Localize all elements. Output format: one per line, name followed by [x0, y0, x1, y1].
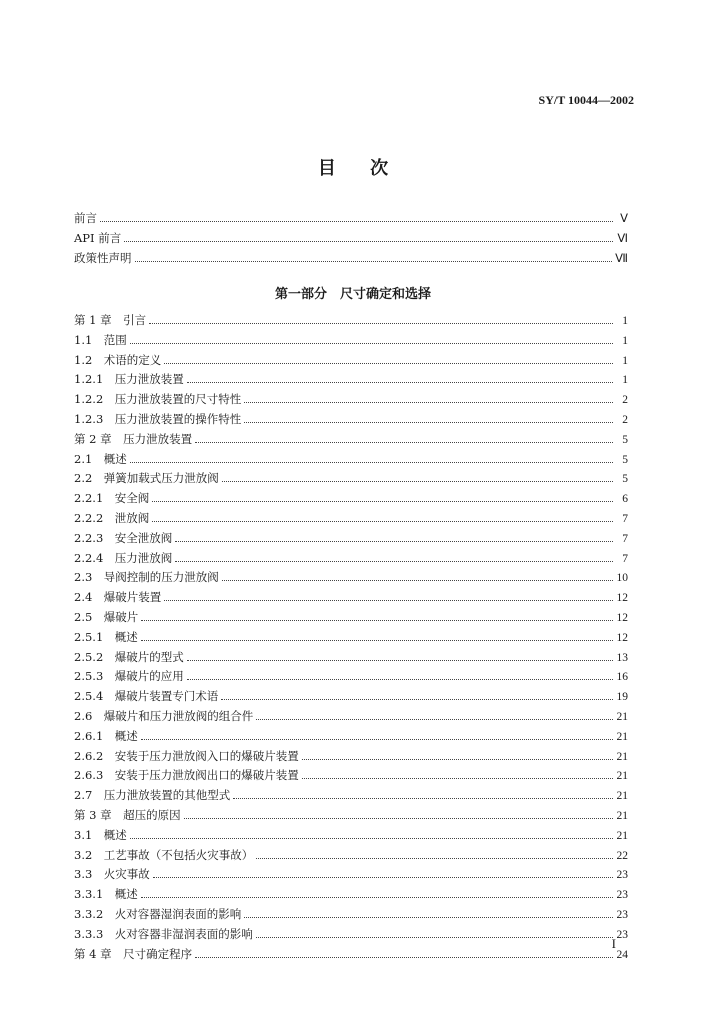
- dot-leader: [195, 957, 613, 958]
- dot-leader: [141, 640, 613, 641]
- toc-entry-page: 1: [622, 374, 628, 387]
- toc-entry-page: 23: [616, 908, 628, 921]
- toc-entry-page: 24: [616, 948, 628, 961]
- toc-entry-label: 2.5 爆破片: [74, 609, 139, 624]
- toc-entry[interactable]: [74, 688, 628, 708]
- toc-entry-page: Ⅶ: [615, 252, 628, 265]
- toc-entry-page: 12: [616, 592, 628, 605]
- toc-entry[interactable]: [74, 550, 628, 570]
- toc-entry-label: 3.3 火灾事故: [74, 867, 150, 882]
- dot-leader: [141, 620, 613, 621]
- toc-entry-page: 23: [616, 889, 628, 902]
- toc-entry-label: 第 3 章 超压的原因: [74, 807, 181, 822]
- toc-entry-page: 7: [622, 532, 628, 545]
- toc-entry[interactable]: [74, 847, 628, 867]
- toc-entry-label: 1.2.2 压力泄放装置的尺寸特性: [74, 392, 242, 407]
- toc-entry[interactable]: [74, 391, 628, 411]
- toc-entry-page: 10: [616, 572, 628, 585]
- dot-leader: [130, 462, 613, 463]
- dot-leader: [141, 897, 613, 898]
- toc-entry[interactable]: [74, 210, 628, 230]
- toc-entry[interactable]: [74, 827, 628, 847]
- toc-entry-label: 3.2 工艺事故（不包括火灾事故）: [74, 847, 254, 862]
- toc-entry[interactable]: [74, 728, 628, 748]
- toc-entry-label: 2.2.4 压力泄放阀: [74, 550, 173, 565]
- toc-entry-label: API 前言: [74, 230, 122, 245]
- toc-title: 目 次: [317, 158, 389, 179]
- toc-entry[interactable]: [74, 906, 628, 926]
- toc-entry-page: 21: [616, 809, 628, 822]
- toc-entry-label: 2.1 概述: [74, 451, 127, 466]
- dot-leader: [222, 580, 613, 581]
- toc-entry-page: 5: [622, 453, 628, 466]
- toc-entry-label: 2.6.2 安装于压力泄放阀入口的爆破片装置: [74, 748, 299, 763]
- front-matter-list: [74, 210, 628, 269]
- toc-entry-page: 7: [622, 512, 628, 525]
- toc-entry[interactable]: [74, 668, 628, 688]
- toc-entry-page: 5: [622, 433, 628, 446]
- toc-entry-label: 2.6 爆破片和压力泄放阀的组合件: [74, 708, 254, 723]
- part-heading: 第一部分 尺寸确定和选择: [274, 287, 431, 302]
- toc-entry-label: 3.1 概述: [74, 827, 127, 842]
- toc-entry-label: 2.2.2 泄放阀: [74, 510, 150, 525]
- dot-leader: [124, 241, 613, 242]
- toc-entry-label: 前言: [74, 211, 97, 225]
- dot-leader: [244, 402, 613, 403]
- dot-leader: [135, 261, 613, 262]
- toc-entry[interactable]: [74, 926, 628, 946]
- toc-entry-page: 12: [616, 631, 628, 644]
- page-number: I: [611, 936, 616, 951]
- dot-leader: [152, 501, 613, 502]
- toc-entry-page: 16: [616, 671, 628, 684]
- dot-leader: [130, 343, 613, 344]
- toc-entry-page: 21: [616, 710, 628, 723]
- toc-entry[interactable]: [74, 470, 628, 490]
- toc-entry-label: 2.7 压力泄放装置的其他型式: [74, 788, 231, 803]
- toc-entry[interactable]: [74, 807, 628, 827]
- dot-leader: [195, 442, 613, 443]
- toc-entry-label: 2.5.4 爆破片装置专门术语: [74, 689, 219, 704]
- toc-entry[interactable]: [74, 708, 628, 728]
- toc-entry-page: 21: [616, 829, 628, 842]
- toc-entry[interactable]: [74, 411, 628, 431]
- toc-entry-label: 2.2.1 安全阀: [74, 491, 150, 506]
- dot-leader: [244, 917, 613, 918]
- toc-entry-page: 5: [622, 473, 628, 486]
- toc-entry[interactable]: [74, 451, 628, 471]
- toc-entry-page: 2: [622, 413, 628, 426]
- toc-entry[interactable]: [74, 629, 628, 649]
- toc-entry[interactable]: [74, 510, 628, 530]
- toc-entry-label: 2.6.1 概述: [74, 728, 138, 743]
- dot-leader: [244, 422, 613, 423]
- toc-entry[interactable]: [74, 250, 628, 270]
- dot-leader: [256, 858, 613, 859]
- toc-entry-label: 2.6.3 安装于压力泄放阀出口的爆破片装置: [74, 768, 299, 783]
- dot-leader: [187, 382, 613, 383]
- toc-entry-page: 12: [616, 611, 628, 624]
- toc-entry[interactable]: [74, 312, 628, 332]
- toc-entry-page: 21: [616, 730, 628, 743]
- toc-entry-label: 3.3.3 火对容器非湿润表面的影响: [74, 926, 253, 941]
- toc-entry-label: 第 4 章 尺寸确定程序: [74, 946, 193, 961]
- toc-entry[interactable]: [74, 569, 628, 589]
- toc-entry-page: 21: [616, 750, 628, 763]
- toc-entry[interactable]: [74, 649, 628, 669]
- toc-entry-label: 2.5.3 爆破片的应用: [74, 669, 184, 684]
- toc-entry-label: 2.5.2 爆破片的型式: [74, 649, 184, 664]
- toc-entry-page: 19: [616, 691, 628, 704]
- toc-entry-label: 第 1 章 引言: [74, 313, 147, 327]
- toc-entry[interactable]: [74, 332, 628, 352]
- toc-entry[interactable]: [74, 490, 628, 510]
- toc-entry-label: 2.2 弹簧加载式压力泄放阀: [74, 471, 219, 486]
- dot-leader: [100, 221, 613, 222]
- toc-entry[interactable]: [74, 530, 628, 550]
- toc-entry-label: 2.5.1 概述: [74, 629, 138, 644]
- toc-entry-label: 2.3 导阀控制的压力泄放阀: [74, 570, 219, 585]
- toc-entry-label: 1.2 术语的定义: [74, 352, 162, 367]
- toc-entry[interactable]: [74, 866, 628, 886]
- toc-entry-label: 政策性声明: [74, 250, 132, 265]
- toc-entry-page: 1: [622, 334, 628, 347]
- toc-entry-label: 1.2.1 压力泄放装置: [74, 372, 184, 387]
- dot-leader: [152, 521, 613, 522]
- toc-entry-page: 23: [616, 928, 628, 941]
- toc-entry-page: 2: [622, 394, 628, 407]
- dot-leader: [187, 679, 613, 680]
- toc-entry-page: 6: [622, 493, 628, 506]
- dot-leader: [233, 798, 613, 799]
- toc-entry[interactable]: [74, 431, 628, 451]
- dot-leader: [221, 699, 613, 700]
- dot-leader: [256, 937, 613, 938]
- toc-entry-label: 1.2.3 压力泄放装置的操作特性: [74, 411, 242, 426]
- dot-leader: [153, 877, 613, 878]
- dot-leader: [302, 778, 613, 779]
- toc-entry-label: 2.4 爆破片装置: [74, 590, 162, 605]
- toc-entry-label: 3.3.2 火对容器湿润表面的影响: [74, 906, 242, 921]
- standard-code: SY/T 10044—2002: [538, 93, 634, 107]
- toc-entry-label: 2.2.3 安全泄放阀: [74, 530, 173, 545]
- toc-list: [74, 312, 628, 965]
- dot-leader: [187, 660, 613, 661]
- dot-leader: [222, 481, 613, 482]
- toc-entry[interactable]: [74, 886, 628, 906]
- toc-entry[interactable]: [74, 748, 628, 768]
- toc-entry[interactable]: [74, 371, 628, 391]
- dot-leader: [184, 818, 613, 819]
- toc-entry[interactable]: [74, 352, 628, 372]
- toc-entry[interactable]: [74, 230, 628, 250]
- dot-leader: [256, 719, 613, 720]
- toc-entry-label: 第 2 章 压力泄放装置: [74, 431, 193, 446]
- toc-entry[interactable]: [74, 767, 628, 787]
- dot-leader: [302, 759, 613, 760]
- dot-leader: [175, 561, 613, 562]
- dot-leader: [130, 838, 613, 839]
- dot-leader: [141, 739, 613, 740]
- toc-entry[interactable]: [74, 609, 628, 629]
- dot-leader: [164, 363, 613, 364]
- dot-leader: [175, 541, 613, 542]
- toc-entry-label: 3.3.1 概述: [74, 887, 138, 902]
- toc-entry-page: 13: [616, 651, 628, 664]
- toc-entry-label: 1.1 范围: [74, 332, 127, 347]
- toc-entry-page: 23: [616, 869, 628, 882]
- toc-entry-page: 21: [616, 770, 628, 783]
- toc-entry-page: Ⅴ: [620, 213, 628, 225]
- toc-entry-page: 7: [622, 552, 628, 565]
- toc-entry-page: 1: [622, 315, 628, 327]
- dot-leader: [164, 600, 613, 601]
- toc-entry-page: Ⅵ: [617, 232, 628, 245]
- dot-leader: [149, 323, 613, 324]
- toc-entry[interactable]: [74, 589, 628, 609]
- toc-entry[interactable]: [74, 787, 628, 807]
- toc-entry-page: 1: [622, 354, 628, 367]
- toc-entry[interactable]: [74, 946, 628, 966]
- toc-entry-page: 22: [616, 849, 628, 862]
- toc-entry-page: 21: [616, 790, 628, 803]
